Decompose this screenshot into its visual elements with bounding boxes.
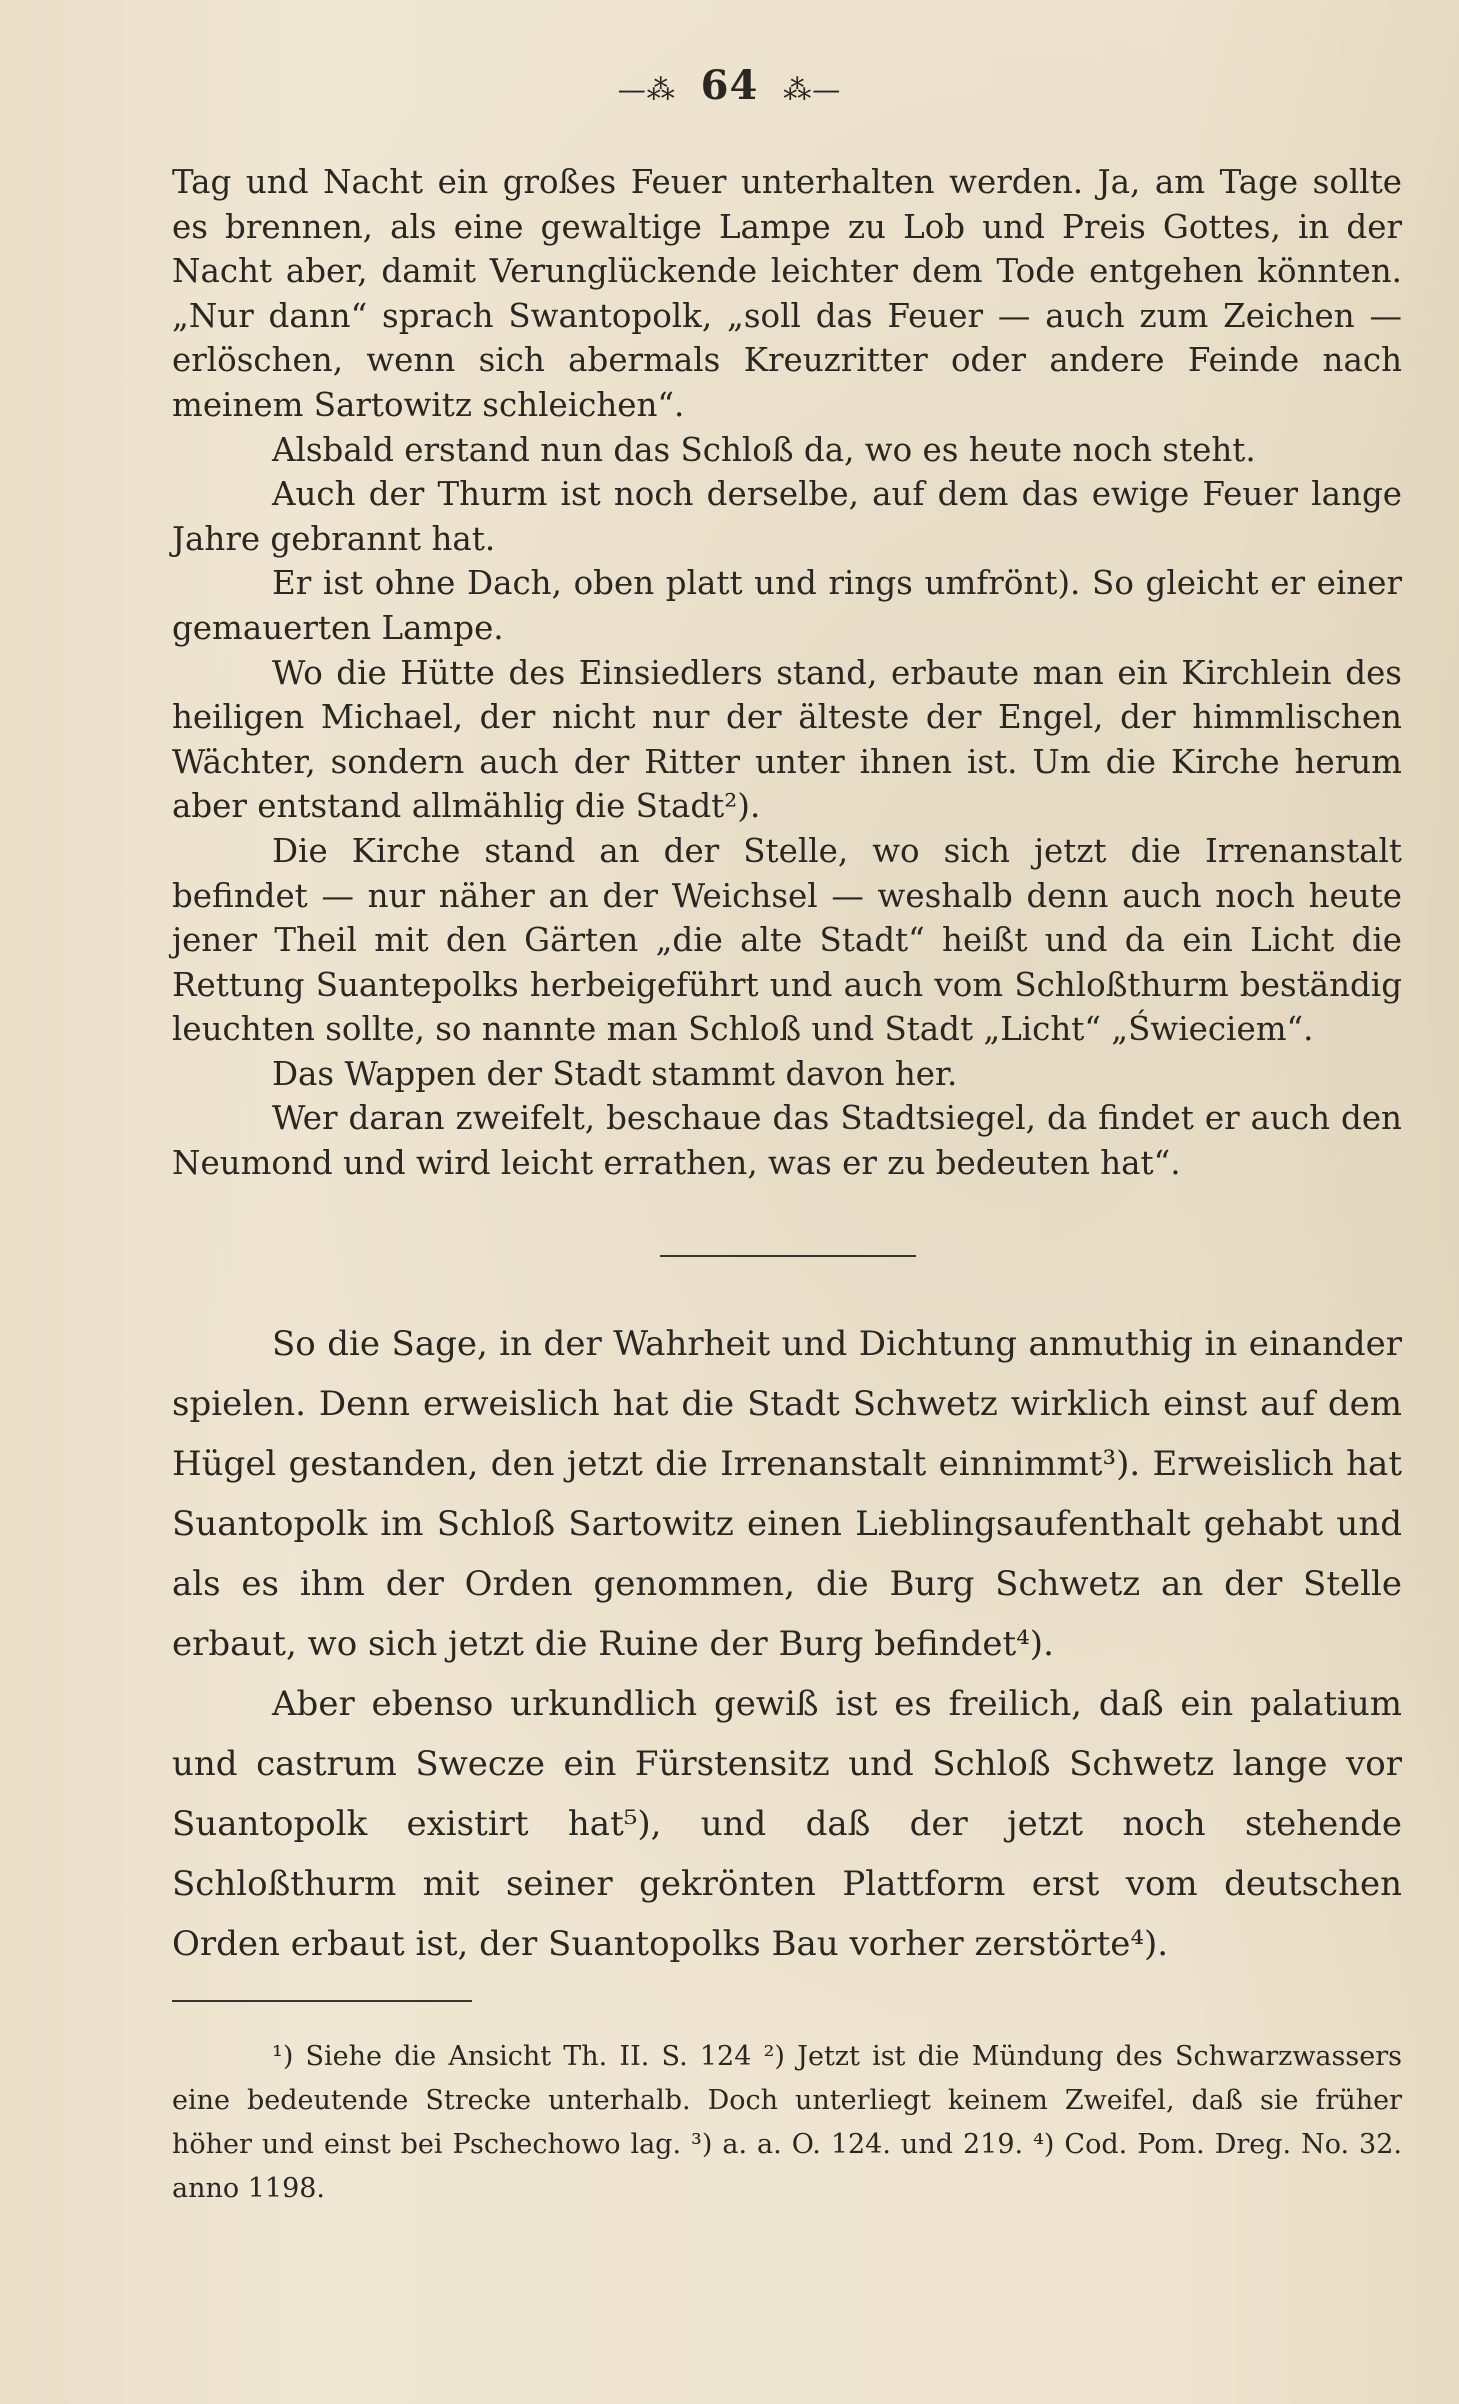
page-number: 64: [700, 62, 759, 109]
paragraph: Tag und Nacht ein großes Feuer unterhalten werden. Ja, am Tage sollte es brennen, als eine gewaltige Lampe zu Lob und Preis Gottes, in der Nacht aber, damit Verunglückende leichter dem Tode entgehen könnten. „Nur dann“ sprach Swantopolk, „soll das Feuer — auch zum Zeichen — erlöschen, wenn sich abermals Kreuzritter oder andere Feinde nach meinem Sartowitz schleichen“.: [172, 163, 1402, 424]
commentary-text: [172, 1314, 1402, 1974]
paragraph: Alsbald erstand nun das Schloß da, wo es heute noch steht.: [272, 430, 1256, 469]
footnotes: [172, 2035, 1402, 2211]
footnote-text: ¹) Siehe die Ansicht Th. II. S. 124 ²) Jetzt ist die Mündung des Schwarzwassers eine bedeutende Strecke unterhalb. Doch unterliegt keinem Zweifel, daß sie früher höher und einst bei Pschechowo lag. ³) a. a. O. 124. und 219. ⁴) Cod. Pom. Dreg. No. 32. anno 1198.: [172, 2041, 1402, 2204]
header-ornament-left: —⁂: [617, 72, 676, 106]
paragraph: Das Wappen der Stadt stammt davon her.: [272, 1054, 958, 1093]
page-header: [0, 62, 1459, 109]
paragraph: Auch der Thurm ist noch derselbe, auf dem das ewige Feuer lange Jahre gebrannt hat.: [172, 475, 1402, 558]
paragraph: So die Sage, in der Wahrheit und Dichtung anmuthig in einander spielen. Denn erweislich hat die Stadt Schwetz wirklich einst auf dem Hügel gestanden, den jetzt die Irrenanstalt einnimmt³). Erweislich hat Suantopolk im Schloß Sartowitz einen Lieblingsaufenthalt gehabt und als es ihm der Orden genommen, die Burg Schwetz an der Stelle erbaut, wo sich jetzt die Ruine der Burg befindet⁴).: [172, 1324, 1402, 1664]
paragraph: Aber ebenso urkundlich gewiß ist es freilich, daß ein palatium und castrum Swecze ein Fürstensitz und Schloß Schwetz lange vor Suantopolk existirt hat⁵), und daß der jetzt noch stehende Schloßthurm mit seiner gekrönten Plattform erst vom deutschen Orden erbaut ist, der Suantopolks Bau vorher zerstörte⁴).: [172, 1684, 1402, 1964]
paragraph: Wo die Hütte des Einsiedlers stand, erbaute man ein Kirchlein des heiligen Michael, der nicht nur der älteste der Engel, der himmlischen Wächter, sondern auch der Ritter unter ihnen ist. Um die Kirche herum aber entstand allmählig die Stadt²).: [172, 653, 1402, 826]
paragraph: Die Kirche stand an der Stelle, wo sich jetzt die Irrenanstalt befindet — nur näher an der Weichsel — weshalb denn auch noch heute jener Theil mit den Gärten „die alte Stadt“ heißt und da ein Licht die Rettung Suantepolks herbeigeführt und auch vom Schloßthurm beständig leuchten sollte, so nannte man Schloß und Stadt „Licht“ „Świeciem“.: [172, 831, 1402, 1049]
legend-text: [172, 160, 1402, 1186]
section-divider: [660, 1255, 916, 1257]
paragraph: Er ist ohne Dach, oben platt und rings umfrönt). So gleicht er einer gemauerten Lampe.: [172, 564, 1402, 647]
paragraph: Wer daran zweifelt, beschaue das Stadtsiegel, da findet er auch den Neumond und wird leicht errathen, was er zu bedeuten hat“.: [172, 1099, 1402, 1183]
header-ornament-right: ⁂—: [783, 72, 842, 106]
footnote-rule: [172, 2000, 472, 2002]
